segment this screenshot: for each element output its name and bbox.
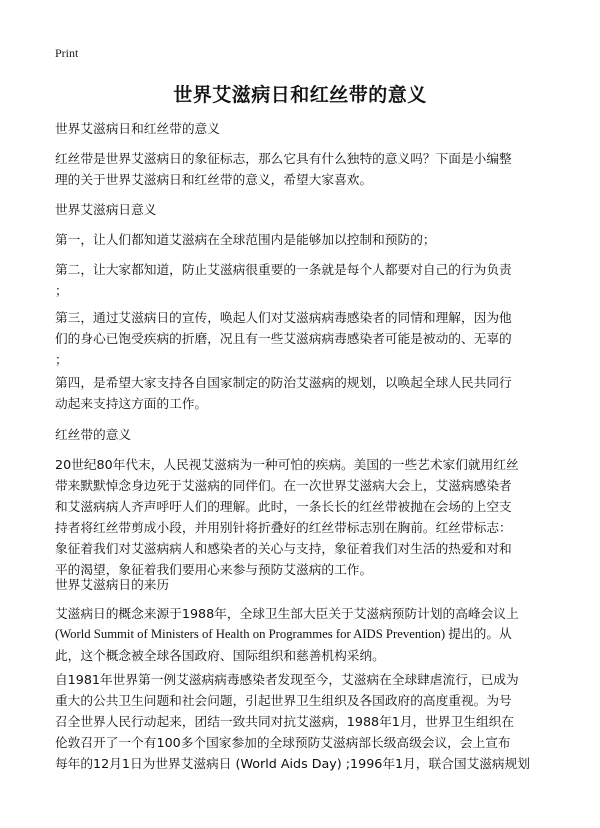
text-line: 20世纪80年代末，人民视艾滋病为一种可怕的疾病。美国的一些艺术家们就用红丝 xyxy=(55,457,519,472)
text-line: 第四，是希望大家支持各自国家制定的防治艾滋病的规划，以唤起全球人民共同行 xyxy=(55,375,512,390)
intro-paragraph xyxy=(55,148,555,190)
text-line: ； xyxy=(55,352,68,367)
text-line: 平的渴望，象征着我们要用心来参与预防艾滋病的工作。 xyxy=(55,562,373,577)
text-line: 此，这个概念被全球各国政府、国际组织和慈善机构采纳。 xyxy=(55,648,385,663)
text-line: 自1981年世界第一例艾滋病病毒感染者发现至今，艾滋病在全球肆虐流行，已成为 xyxy=(55,672,519,687)
print-label: Print xyxy=(55,46,79,60)
text-line: 们的身心已饱受疾病的折磨，况且有一些艾滋病病毒感染者可能是被动的、无辜的 xyxy=(55,331,512,346)
subtitle: 世界艾滋病日和红丝带的意义 xyxy=(55,121,220,136)
text-line: 带来默默悼念身边死于艾滋病的同伴们。在一次世界艾滋病大会上，艾滋病感染者 xyxy=(55,478,512,493)
paragraph-origin-1 xyxy=(55,603,555,666)
page-title: 世界艾滋病日和红丝带的意义 xyxy=(173,84,427,106)
text-line: 持者将红丝带剪成小段，并用别针将折叠好的红丝带标志别在胸前。红丝带标志： xyxy=(55,520,512,535)
section-heading-meaning: 世界艾滋病日意义 xyxy=(55,202,157,217)
paragraph-point-3 xyxy=(55,307,555,370)
paragraph-point-2 xyxy=(55,259,555,301)
text-line: 动起来支持这方面的工作。 xyxy=(55,396,208,411)
text-line: 第二，让大家都知道，防止艾滋病很重要的一条就是每个人都要对自己的行为负责 xyxy=(55,262,512,277)
text-line: 第一，让人们都知道艾滋病在全球范围内是能够加以控制和预防的； xyxy=(55,232,436,247)
paragraph-origin-2 xyxy=(55,669,555,774)
paragraph-point-1 xyxy=(55,229,555,250)
text-line: 召全世界人民行动起来，团结一致共同对抗艾滋病，1988年1月，世界卫生组织在 xyxy=(55,714,515,729)
section-heading-origin: 世界艾滋病日的来历 xyxy=(55,577,170,592)
text-line: 第三，通过艾滋病日的宣传，唤起人们对艾滋病病毒感染者的同情和理解，因为他 xyxy=(55,310,512,325)
text-line: 重大的公共卫生问题和社会问题，引起世界卫生组织及各国政府的高度重视。为号 xyxy=(55,693,512,708)
text-line: 伦敦召开了一个有100多个国家参加的全球预防艾滋病部长级高级会议，会上宣布 xyxy=(55,735,511,750)
text-line: 艾滋病日的概念来源于1988年，全球卫生部大臣关于艾滋病预防计划的高峰会议上 xyxy=(55,606,519,621)
text-line: 红丝带是世界艾滋病日的象征标志，那么它具有什么独特的意义吗？下面是小编整 xyxy=(55,151,512,166)
text-line: 每年的12月1日为世界艾滋病日 (World Aids Day) ;1996年1月，联合国艾滋病规划 xyxy=(55,756,530,771)
paragraph-ribbon xyxy=(55,454,555,580)
section-heading-ribbon: 红丝带的意义 xyxy=(55,427,132,442)
text-line: 和艾滋病病人齐声呼吁人们的理解。此时，一条长长的红丝带被抛在会场的上空支 xyxy=(55,499,512,514)
text-line: 理的关于世界艾滋病日和红丝带的意义，希望大家喜欢。 xyxy=(55,172,373,187)
text-line: (World Summit of Ministers of Health on Programmes for AIDS Prevention) 提出的。从 xyxy=(55,627,512,641)
text-line: ； xyxy=(55,283,68,298)
text-line: 象征着我们对艾滋病病人和感染者的关心与支持，象征着我们对生活的热爱和对和 xyxy=(55,541,512,556)
paragraph-point-4 xyxy=(55,372,555,414)
